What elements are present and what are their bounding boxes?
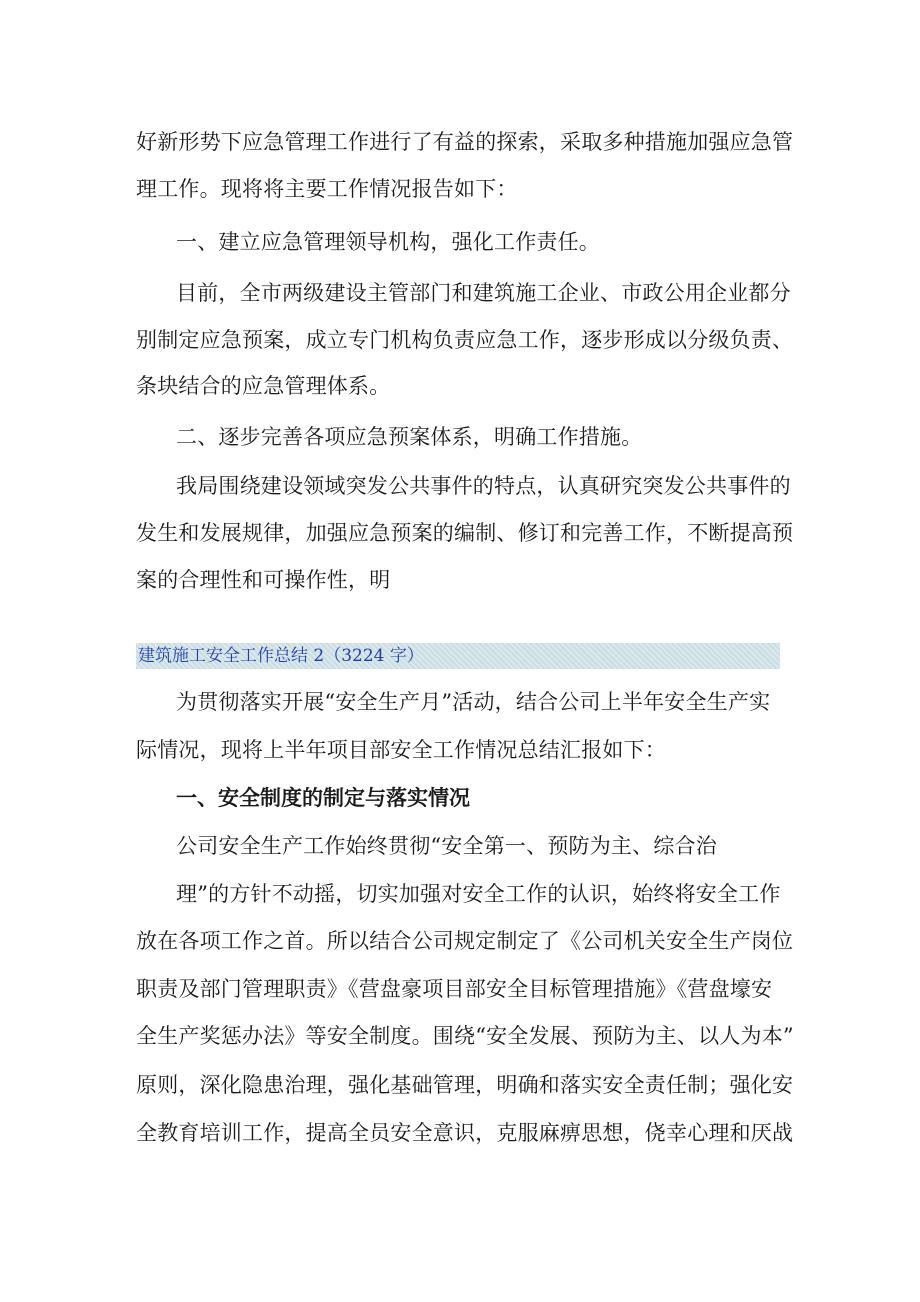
paragraph-line: 理工作。现将将主要工作情况报告如下： xyxy=(136,177,518,201)
bold-subheading: 一、安全制度的制定与落实情况 xyxy=(176,786,470,810)
paragraph-line: 目前，全市两级建设主管部门和建筑施工企业、市政公用企业都分 xyxy=(176,281,791,305)
section-heading-2: 二、逐步完善各项应急预案体系，明确工作措施。 xyxy=(176,425,643,449)
paragraph-line: 理”的方针不动摇，切实加强对安全工作的认识，始终将安全工作 xyxy=(176,882,781,906)
paragraph-line: 公司安全生产工作始终贯彻“安全第一、预防为主、综合治 xyxy=(176,834,717,858)
section-heading-1: 一、建立应急管理领导机构，强化工作责任。 xyxy=(176,230,600,254)
paragraph-line: 好新形势下应急管理工作进行了有益的探索，采取多种措施加强应急管 xyxy=(136,130,794,154)
paragraph-line: 案的合理性和可操作性，明 xyxy=(136,568,391,592)
paragraph-line: 职责及部门管理职责》《营盘豪项目部安全目标管理措施》《营盘壕安 xyxy=(136,977,773,1001)
paragraph-line: 全教育培训工作，提高全员安全意识，克服麻痹思想，侥幸心理和厌战 xyxy=(136,1121,794,1145)
paragraph-line: 条块结合的应急管理体系。 xyxy=(136,374,391,398)
paragraph-line: 放在各项工作之首。所以结合公司规定制定了《公司机关安全生产岗位 xyxy=(136,929,794,953)
paragraph-line: 别制定应急预案，成立专门机构负责应急工作，逐步形成以分级负责、 xyxy=(136,328,794,352)
paragraph-line: 为贯彻落实开展“安全生产月”活动，结合公司上半年安全生产实 xyxy=(176,690,771,714)
article-title: 建筑施工安全工作总结 2（3224 字） xyxy=(138,646,424,666)
paragraph-line: 发生和发展规律，加强应急预案的编制、修订和完善工作，不断提高预 xyxy=(136,521,794,545)
paragraph-line: 全生产奖惩办法》等安全制度。围绕“安全发展、预防为主、以人为本” xyxy=(136,1024,794,1048)
paragraph-line: 我局围绕建设领域突发公共事件的特点，认真研究突发公共事件的 xyxy=(176,474,791,498)
paragraph-line: 际情况，现将上半年项目部安全工作情况总结汇报如下： xyxy=(136,738,666,762)
paragraph-line: 原则，深化隐患治理，强化基础管理，明确和落实安全责任制；强化安 xyxy=(136,1073,794,1097)
